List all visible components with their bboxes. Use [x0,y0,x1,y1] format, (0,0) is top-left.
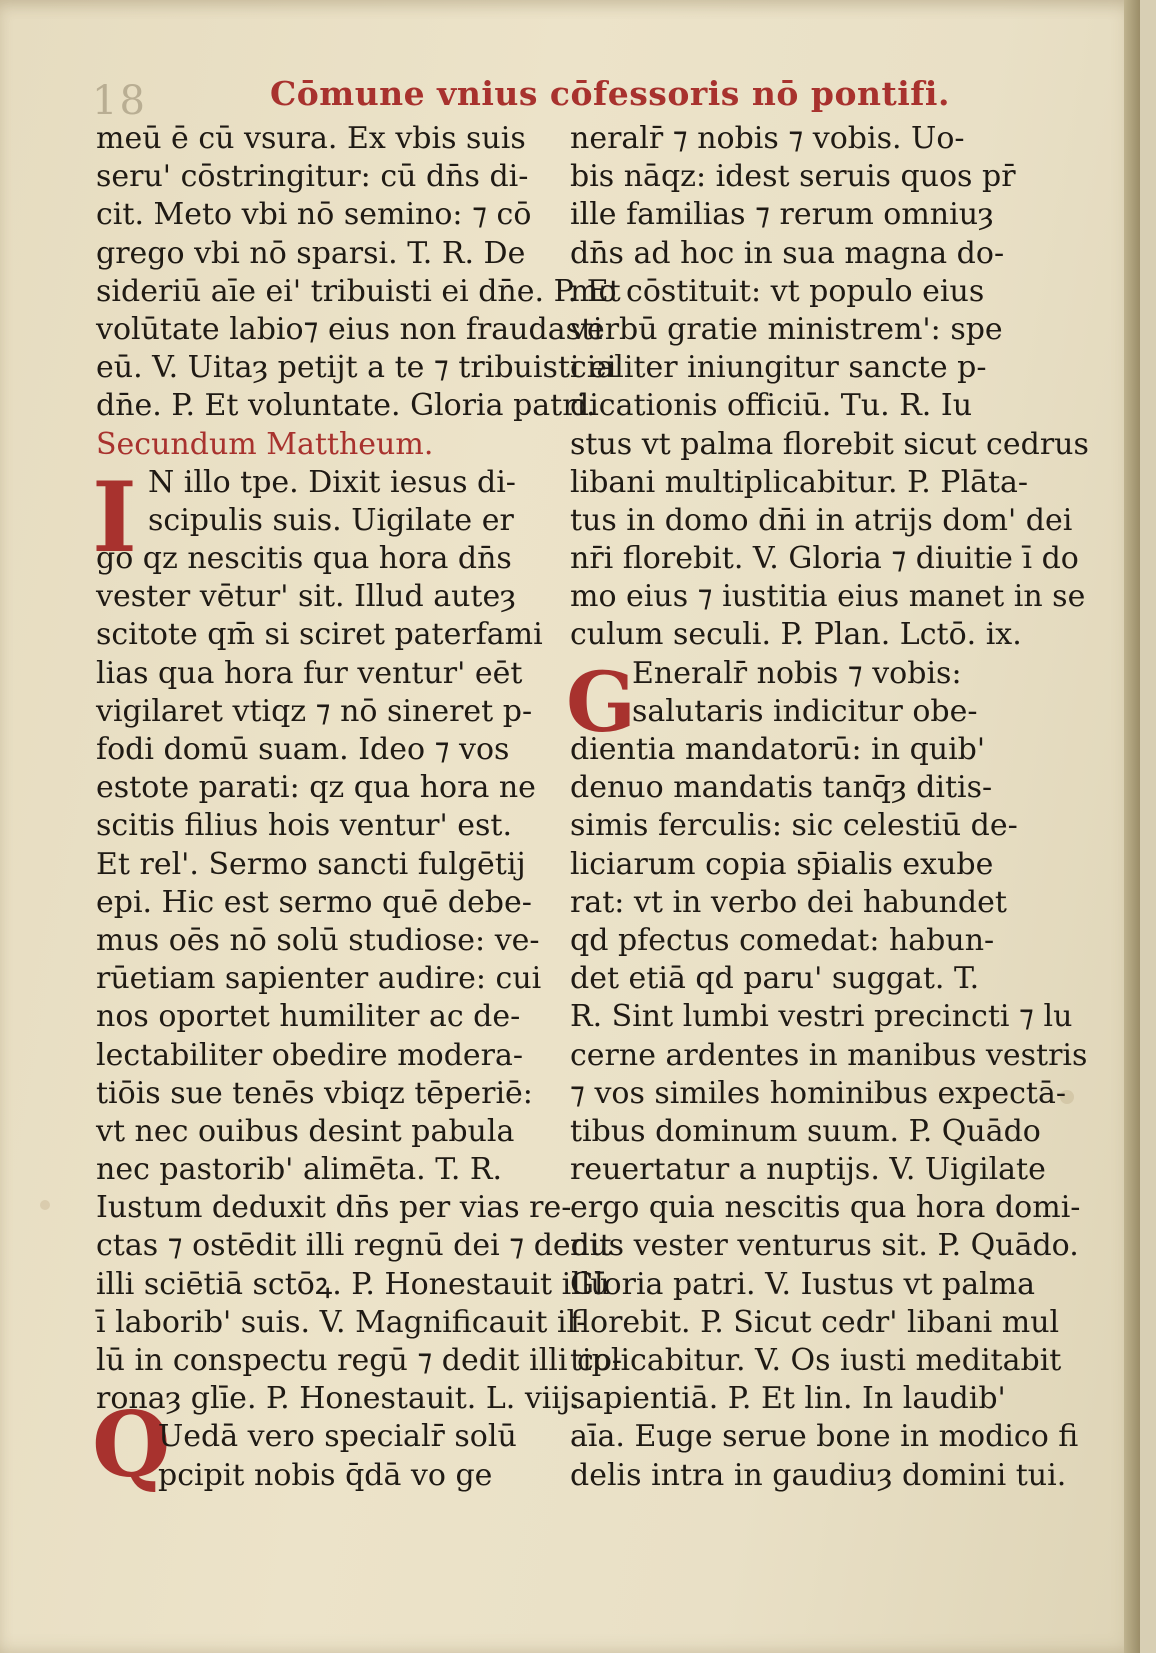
text-line: scipulis suis. Uigilate er [148,502,514,538]
text-line: florebit. P. Sicut cedr' libani mul [570,1304,1060,1340]
text-line: delis intra in gaudiuȝ domini tui. [570,1457,1067,1493]
text-line: reuertatur a nuptijs. V. Uigilate [570,1152,1046,1188]
folio-number: 18 [92,78,147,124]
text-line: vester vētur' sit. Illud auteȝ [96,579,516,615]
text-line: lū in conspectu regū ⁊ dedit illi co- [96,1343,623,1378]
text-line: eū. V. Uitaȝ petijt a te ⁊ tribuisti ei [96,350,617,386]
text-line: Et rel'. Sermo sancti fulgētij [96,846,526,882]
text-line: ille familias ⁊ rerum omniuȝ [570,197,994,233]
text-line: illi sciētiā sctōꝝ. P. Honestauit illū [96,1266,610,1302]
text-line: tiōis sue tenēs vbiqz tēperiē: [96,1075,533,1111]
text-line: neralr̄ ⁊ nobis ⁊ vobis. Uo- [570,121,965,156]
text-line: nos oportet humiliter ac de- [96,999,521,1035]
text-line: go qz nescitis qua hora dn̄s [96,541,512,577]
text-line: mus oēs nō solū studiose: ve- [96,922,540,958]
text-line: ⁊ vos similes hominibus expectā- [570,1075,1067,1111]
text-line: verbū gratie ministrem': spe [570,311,1003,347]
initial-I: I [92,461,137,574]
text-line: scitis filius hois ventur' est. [96,808,513,844]
text-line: det etiā qd paru' suggat. T. [570,961,980,997]
text-line: liciarum copia sp̄ialis exube [570,846,994,882]
running-header: Cōmune vnius cōfessoris nō pontifi. [270,74,950,113]
paper-stain [40,1200,50,1210]
text-line: rūetiam sapienter audire: cui [96,961,542,997]
text-line: sapientiā. P. Et lin. In laudib' [570,1381,1006,1417]
text-line: vt nec ouibus desint pabula [96,1113,515,1149]
text-line: dn̄s ad hoc in sua magna do- [570,235,1005,271]
text-line: rat: vt in verbo dei habundet [570,884,1007,920]
text-line: mo eius ⁊ iustitia eius manet in se [570,579,1086,615]
page-spine-edge [1124,0,1140,1653]
text-line: Secundum Mattheum. [96,426,434,462]
text-line: nus vester venturus sit. P. Quādo. [570,1228,1079,1264]
text-line: lectabiliter obedire modera- [96,1037,524,1073]
text-line: Iustum deduxit dn̄s per vias re- [96,1190,572,1226]
text-line: libani multiplicabitur. P. Plāta- [570,464,1029,500]
text-line: mo cōstituit: vt populo eius [570,273,985,309]
text-line: tus in domo dn̄i in atrijs dom' dei [570,502,1073,538]
initial-G: G [566,655,637,751]
text-line: sideriū aīe ei' tribuisti ei dn̄e. P. Et [96,273,621,309]
text-line: ergo quia nescitis qua hora domi- [570,1190,1081,1226]
text-line: seru' cōstringitur: cū dn̄s di- [96,159,529,195]
text-line: nr̄i florebit. V. Gloria ⁊ diuitie ī do [570,541,1079,577]
right-text-column [570,120,1089,1495]
text-line: bis nāqz: idest seruis quos pr̄ [570,159,1016,195]
text-line: scitote qm̄ si sciret paterfami [96,617,543,653]
text-line: simis ferculis: sic celestiū de- [570,808,1018,844]
text-line: tibus dominum suum. P. Quādo [570,1113,1041,1149]
text-line: fodi domū suam. Ideo ⁊ vos [96,732,510,767]
text-line: meū ē cū vsura. Ex vbis suis [96,121,526,156]
text-line: estote parati: qz qua hora ne [96,770,536,806]
text-line: dicationis officiū. Tu. R. Iu [570,388,973,424]
text-line: aīa. Euge serue bone in modico fi [570,1419,1079,1455]
text-line: lias qua hora fur ventur' eēt [96,655,523,691]
text-line: cit. Meto vbi nō semino: ⁊ cō [96,197,532,233]
text-line: salutaris indicitur obe- [632,693,978,729]
text-line: dientia mandatorū: in quib' [570,732,986,767]
initial-Q: Q [92,1392,171,1498]
text-line: cialiter iniungitur sancte p- [570,350,987,386]
text-line: R. Sint lumbi vestri precincti ⁊ lu [570,999,1073,1035]
text-line: dn̄e. P. Et voluntate. Gloria patri. [96,388,596,424]
text-line: ronaȝ glīe. P. Honestauit. L. viij. [96,1381,580,1417]
text-line: tiplicabitur. V. Os iusti meditabit [570,1343,1062,1378]
text-line: Eneralr̄ nobis ⁊ vobis: [632,655,962,691]
text-line: culum seculi. P. Plan. Lctō. ix. [570,617,1022,653]
text-line: cerne ardentes in manibus vestris [570,1037,1088,1073]
text-line: volūtate labio⁊ eius non fraudasti [96,311,603,347]
text-line: Uedā vero specialr̄ solū [158,1419,517,1455]
text-line: denuo mandatis tanq̄ȝ ditis- [570,770,993,806]
text-line: nec pastorib' alimēta. T. R. [96,1152,503,1188]
text-line: Gloria patri. V. Iustus vt palma [570,1266,1036,1302]
text-line: pcipit nobis q̄dā vo ge [158,1457,493,1493]
text-line: ī laborib' suis. V. Magnificauit il- [96,1304,587,1340]
text-line: qd pfectus comedat: habun- [570,922,995,958]
text-line: ctas ⁊ ostēdit illi regnū dei ⁊ dedit [96,1228,612,1264]
text-line: grego vbi nō sparsi. T. R. De [96,235,526,271]
text-line: vigilaret vtiqz ⁊ nō sineret p- [96,693,533,729]
text-line: N illo tpe. Dixit iesus di- [148,464,516,500]
text-line: epi. Hic est sermo quē debe- [96,884,532,920]
left-text-column [96,120,623,1495]
text-line: stus vt palma florebit sicut cedrus [570,426,1089,462]
